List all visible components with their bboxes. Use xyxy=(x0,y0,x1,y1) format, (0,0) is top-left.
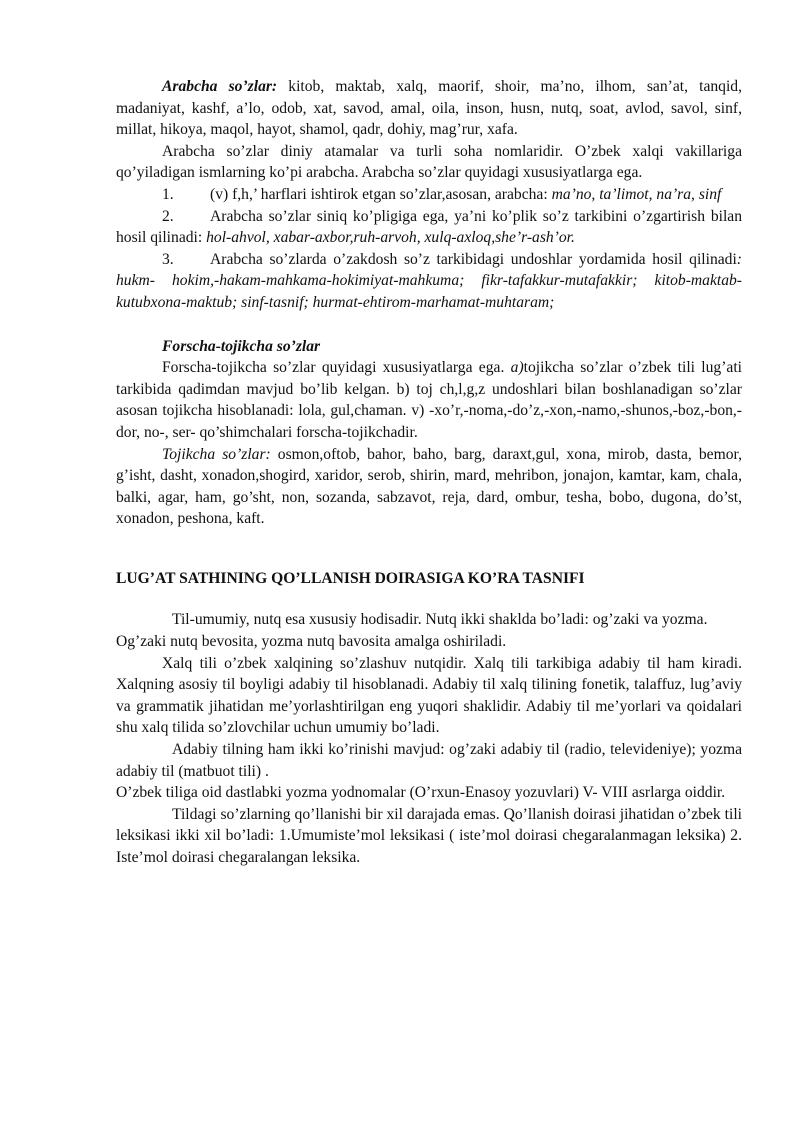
list-examples: : hukm- hokim,-hakam-mahkama-hokimiyat-mahkuma; fikr-tafakkur-mutafakkir; kitob-maktab-kutubxona-maktub; sinf-tasnif; hurmat-ehtirom-marhamat-muhtaram; xyxy=(116,250,742,311)
paragraph-text: Forscha-tojikcha so’zlar quyidagi xususiyatlarga ega. xyxy=(162,359,511,377)
spacer xyxy=(116,314,742,336)
document-page xyxy=(116,76,742,869)
arabic-feature-1 xyxy=(116,184,742,206)
arabic-words-list: kitob, maktab, xalq, maorif, shoir, ma’no, ilhom, san’at, tanqid, madaniyat, kashf, a’lo, odob, xat, savod, amal, oila, inson, husn, nutq, soat, avlod, savol, sinf, millat, hikoya, maqol, hayot, shamol, qadr, dohiy, mag’rur, xafa. xyxy=(116,78,742,139)
list-number: 2. xyxy=(162,207,174,225)
arabic-words-label: Arabcha so’zlar: xyxy=(162,78,278,95)
folk-language-paragraph: Xalq tili o’zbek xalqining so’zlashuv nutqidir. Xalq tili tarkibiga adabiy til ham kiradi. Xalqning asosiy til boyligi adabiy til hisoblanadi. Adabiy til xalq tilining fonetik, talaffuz, lug’aviy va grammatik jihatidan me’yorlashtirilgan eng yuqori shaklidir. Adabiy til me’yorlari va qoidalari shu xalq tilida so’zlovchilar uchun umumiy bo’ladi. xyxy=(116,654,742,737)
tajik-words-paragraph xyxy=(116,444,742,530)
list-examples: hol-ahvol, xabar-axbor,ruh-arvoh, xulq-axloq,she’r-ash’or. xyxy=(206,229,575,247)
list-text: Arabcha so’zlarda o’zakdosh so’z tarkibidagi undoshlar yordamida hosil qilinadi xyxy=(210,250,737,268)
list-examples: ma’no, ta’limot, na’ra, sinf xyxy=(551,185,722,203)
written-monuments-paragraph: O’zbek tiliga oid dastlabki yozma yodnomalar (O’rxun-Enasoy yozuvlari) V- VIII asrlarga oiddir. xyxy=(116,784,726,802)
section-heading: LUG’AT SATHINING QO’LLANISH DOIRASIGA KO’RA TASNIFI xyxy=(116,569,585,587)
arabic-words-paragraph xyxy=(116,76,742,141)
arabic-feature-3 xyxy=(116,249,742,314)
list-number: 1. xyxy=(162,185,174,203)
tajik-words-list: osmon,oftob, bahor, baho, barg, daraxt,gul, xona, mirob, dasta, bemor, g’isht, dasht, xonadon,shogird, xaridor, serob, shirin, mard, mehribon, jonajon, kamtar, kam, chala, balki, agar, ham, go’sht, non, sozanda, sabzavot, reja, dard, ombur, tesha, bobo, dugona, do’st, xonadon, peshona, kaft. xyxy=(116,445,742,528)
language-speech-paragraph: Til-umumiy, nutq esa xususiy hodisadir. Nutq ikki shaklda bo’ladi: og’zaki va yozma. Og’zaki nutq bevosita, yozma nutq bavosita amalga oshiriladi. xyxy=(116,611,708,651)
tajik-words-label: Tojikcha so’zlar: xyxy=(162,445,271,463)
persian-tajik-title xyxy=(116,336,742,358)
list-number: 3. xyxy=(162,250,174,268)
list-marker: a) xyxy=(510,359,524,377)
persian-tajik-paragraph xyxy=(116,357,742,443)
list-text: (v) f,h,’ harflari ishtirok etgan so’zlar,asosan, arabcha: xyxy=(210,185,552,203)
arabic-feature-2 xyxy=(116,206,742,249)
literary-language-paragraph: Adabiy tilning ham ikki ko’rinishi mavjud: og’zaki adabiy til (radio, televideniye); yozma adabiy til (matbuot tili) . xyxy=(116,741,742,780)
paragraph-text: tojikcha so’zlar o’zbek tili lug’ati tarkibida qadimdan mavjud bo’lib kelgan. b) toj ch,l,g,z undoshlari bilan boshlanadigan so’zlar asosan tojikcha hisoblanadi: lola, gul,chaman. v) -xo’r,-noma,-do’z,-xon,-namo,-shunos,-boz,-bon,-dor, no-, ser- qo’shimchalari forscha-tojikchadir. xyxy=(116,359,742,441)
usage-scope-paragraph: Tildagi so’zlarning qo’llanishi bir xil darajada emas. Qo’llanish doirasi jihatidan o’zbek tili leksikasi ikki xil bo’ladi: 1.Umumiste’mol leksikasi ( iste’mol doirasi chegaralanmagan leksika) 2. Iste’mol doirasi chegaralangan leksika. xyxy=(116,805,742,866)
arabic-description-paragraph: Arabcha so’zlar diniy atamalar va turli soha nomlaridir. O’zbek xalqi vakillariga qo’yiladigan ismlarning ko’pi arabcha. Arabcha so’zlar quyidagi xususiyatlarga ega. xyxy=(116,142,742,182)
section-subtitle: Forscha-tojikcha so’zlar xyxy=(162,337,321,355)
list-text: Arabcha so’zlar siniq ko’pligiga ega, ya’ni ko’plik so’z tarkibini o’zgartirish bilan hosil qilinadi: xyxy=(116,207,742,247)
